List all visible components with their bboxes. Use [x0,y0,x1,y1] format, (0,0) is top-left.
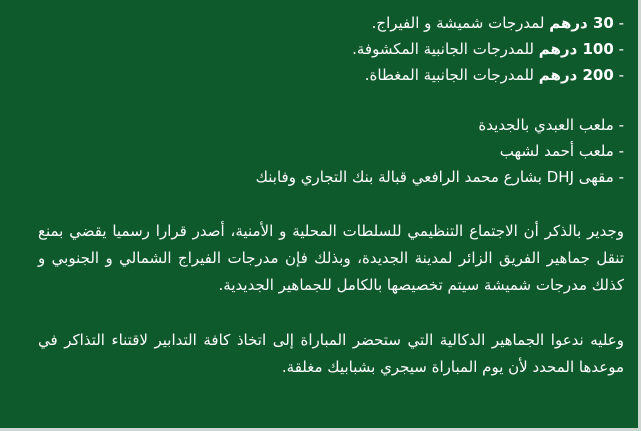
outlet-name: مقهى DHJ بشارع محمد الرافعي قبالة بنك التجاري وفابنك [255,168,614,186]
spacer [38,299,624,327]
spacer [38,88,624,112]
outlet-name: ملعب العبدي بالجديدة [478,116,614,134]
price-item: - 200 درهم للمدرجات الجانبية المغطاة. [364,66,624,84]
outlet-item: - ملعب العبدي بالجديدة [478,116,624,134]
price-item: - 100 درهم للمدرجات الجانبية المكشوفة. [352,40,624,58]
price-description: لمدرجات شميشة و الفيراج. [371,14,550,32]
outlet-name: ملعب أحمد لشهب [499,142,614,160]
outlet-item: - مقهى DHJ بشارع محمد الرافعي قبالة بنك التجاري وفابنك [255,168,624,186]
price-description: للمدرجات الجانبية المغطاة. [364,66,539,84]
price-amount: 30 درهم [549,14,614,32]
price-amount: 100 درهم [538,40,614,58]
paragraph-ticket-advice: وعليه ندعوا الجماهير الدكالية التي ستحضر المباراة إلى اتخاذ كافة التدابير لاقتناء التذاكر في موعدها المحدد لأن يوم المباراة سيجري بشبابيك مغلقة. [38,331,624,376]
price-description: للمدرجات الجانبية المكشوفة. [352,40,539,58]
price-amount: 200 درهم [538,66,614,84]
spacer [38,190,624,218]
outlet-item: - ملعب أحمد لشهب [499,142,624,160]
paragraph-security-decision: وجدير بالذكر أن الاجتماع التنظيمي للسلطات المحلية و الأمنية، أصدر قرارا رسميا يقضي بمنع تنقل جماهير الفريق الزائر لمدينة الجديدة، وبذلك فإن مدرجات الفيراج الشمالي و الجنوبي و كذلك مدرجات شميشة سيتم تخصيصها بالكامل للجماهير الجديدية. [38,222,624,294]
price-item: - 30 درهم لمدرجات شميشة و الفيراج. [371,14,624,32]
document-content [38,10,624,422]
